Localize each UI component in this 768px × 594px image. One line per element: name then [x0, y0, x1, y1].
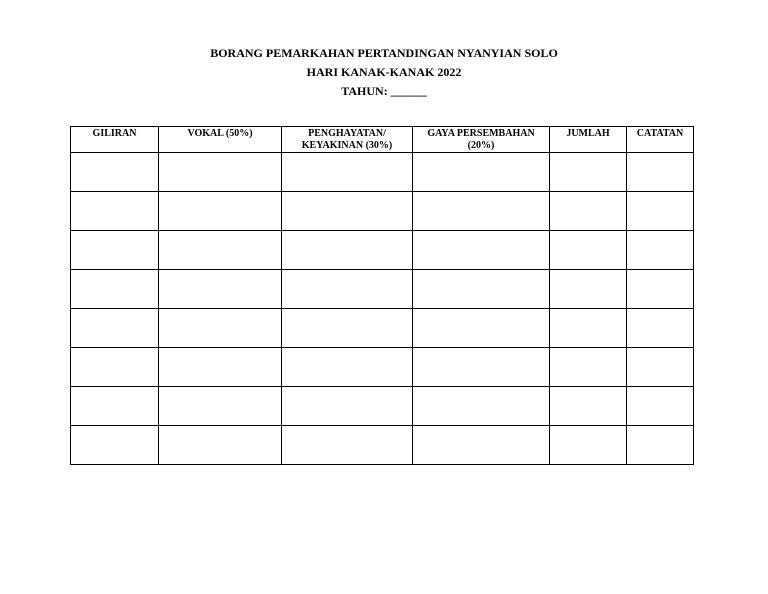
table-cell[interactable] — [282, 270, 413, 309]
table-cell[interactable] — [627, 270, 694, 309]
table-cell[interactable] — [159, 426, 282, 465]
table-cell[interactable] — [550, 309, 627, 348]
table-cell[interactable] — [627, 231, 694, 270]
table-cell[interactable] — [627, 348, 694, 387]
year-line: TAHUN: ______ — [341, 84, 427, 98]
table-cell[interactable] — [159, 348, 282, 387]
column-header-giliran — [71, 127, 159, 153]
table-cell[interactable] — [71, 153, 159, 192]
form-subtitle: HARI KANAK-KANAK 2022 — [306, 65, 462, 79]
table-cell[interactable] — [413, 270, 550, 309]
table-cell[interactable] — [550, 426, 627, 465]
table-cell[interactable] — [627, 426, 694, 465]
table-cell[interactable] — [282, 426, 413, 465]
table-cell[interactable] — [71, 348, 159, 387]
header-line: JUMLAH — [566, 128, 610, 139]
form-header — [0, 44, 768, 101]
table-cell[interactable] — [159, 192, 282, 231]
table-cell[interactable] — [159, 153, 282, 192]
table-row — [71, 192, 694, 231]
table-cell[interactable] — [413, 231, 550, 270]
table-cell[interactable] — [71, 192, 159, 231]
table-cell[interactable] — [627, 309, 694, 348]
table-cell[interactable] — [550, 192, 627, 231]
table-cell[interactable] — [550, 231, 627, 270]
header-line: CATATAN — [636, 128, 684, 139]
column-header-vokal — [159, 127, 282, 153]
table-row — [71, 426, 694, 465]
table-cell[interactable] — [159, 270, 282, 309]
table-cell[interactable] — [413, 153, 550, 192]
table-cell[interactable] — [71, 309, 159, 348]
table-cell[interactable] — [413, 348, 550, 387]
table-cell[interactable] — [627, 387, 694, 426]
table-cell[interactable] — [550, 270, 627, 309]
column-header-catatan — [627, 127, 694, 153]
column-header-jumlah — [550, 127, 627, 153]
table-cell[interactable] — [71, 270, 159, 309]
table-row — [71, 153, 694, 192]
header-line: KEYAKINAN (30%) — [301, 140, 393, 151]
header-line: PENGHAYATAN/ — [308, 128, 386, 139]
header-line: GAYA PERSEMBAHAN — [427, 128, 535, 139]
table-row — [71, 387, 694, 426]
table-row — [71, 348, 694, 387]
table-cell[interactable] — [413, 192, 550, 231]
table-cell[interactable] — [413, 387, 550, 426]
table-cell[interactable] — [282, 192, 413, 231]
table-cell[interactable] — [627, 192, 694, 231]
column-header-gaya-persembahan — [413, 127, 550, 153]
form-title: BORANG PEMARKAHAN PERTANDINGAN NYANYIAN SOLO — [210, 46, 558, 60]
header-line: VOKAL (50%) — [187, 128, 253, 139]
header-line: GILIRAN — [92, 128, 137, 139]
column-header-penghayatan — [282, 127, 413, 153]
header-line: (20%) — [467, 140, 495, 151]
table-cell[interactable] — [282, 309, 413, 348]
scoring-table — [70, 126, 694, 465]
table-cell[interactable] — [159, 231, 282, 270]
table-cell[interactable] — [159, 309, 282, 348]
table-cell[interactable] — [282, 387, 413, 426]
table-row — [71, 270, 694, 309]
table-cell[interactable] — [71, 426, 159, 465]
table-cell[interactable] — [413, 426, 550, 465]
table-cell[interactable] — [71, 387, 159, 426]
table-cell[interactable] — [550, 153, 627, 192]
table-cell[interactable] — [159, 387, 282, 426]
table-row — [71, 309, 694, 348]
table-cell[interactable] — [550, 348, 627, 387]
table-cell[interactable] — [550, 387, 627, 426]
table-row — [71, 231, 694, 270]
table-cell[interactable] — [282, 231, 413, 270]
table-cell[interactable] — [282, 348, 413, 387]
table-cell[interactable] — [282, 153, 413, 192]
table-cell[interactable] — [413, 309, 550, 348]
table-body — [71, 153, 694, 465]
table-cell[interactable] — [71, 231, 159, 270]
table-cell[interactable] — [627, 153, 694, 192]
table-header-row — [71, 127, 694, 153]
